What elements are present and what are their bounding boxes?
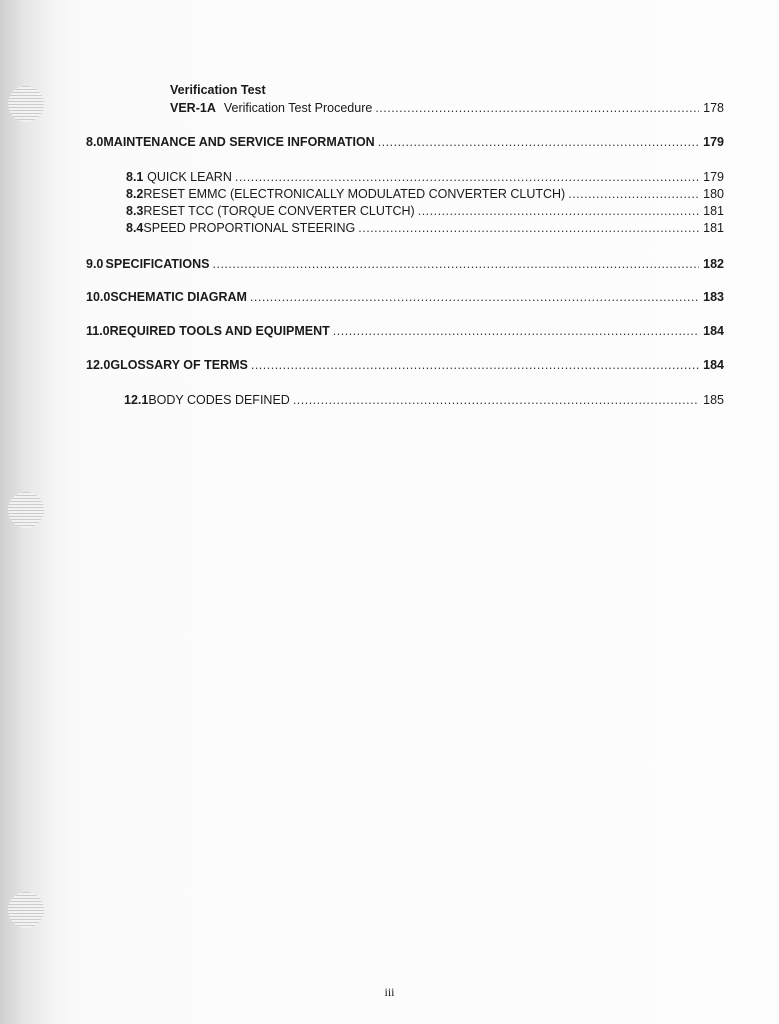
section-heading-verification-test: Verification Test (170, 83, 266, 97)
toc-leader-dots (235, 170, 699, 184)
toc-leader-dots (333, 324, 699, 338)
toc-entry-8-4[interactable] (126, 221, 724, 235)
toc-entry-ver-1a[interactable] (170, 101, 724, 115)
toc-entry-title: Verification Test Procedure (223, 101, 373, 115)
toc-leader-dots (251, 358, 699, 372)
toc-entry-page: 184 (703, 324, 724, 338)
toc-entry-page: 181 (703, 204, 724, 218)
toc-entry-number: 10.0 (86, 290, 111, 304)
toc-entry-number: VER-1A (170, 101, 216, 115)
toc-leader-dots (378, 135, 699, 149)
toc-entry-page: 180 (703, 187, 724, 201)
toc-entry-number: 12.1 (124, 393, 149, 407)
page-number: iii (384, 985, 395, 999)
toc-entry-page: 185 (703, 393, 724, 407)
toc-entry-title: SPECIFICATIONS (105, 257, 210, 271)
toc-entry-8-1[interactable] (126, 170, 724, 184)
toc-entry-title: RESET TCC (TORQUE CONVERTER CLUTCH) (143, 204, 415, 218)
toc-leader-dots (250, 290, 699, 304)
toc-entry-12-0[interactable] (86, 358, 724, 372)
toc-entry-page: 183 (703, 290, 724, 304)
toc-entry-8-3[interactable] (126, 204, 724, 218)
toc-entry-number: 8.1 (126, 170, 144, 184)
binder-hole-bottom (8, 892, 44, 928)
toc-entry-8-2[interactable] (126, 187, 724, 201)
toc-entry-title: GLOSSARY OF TERMS (110, 358, 248, 372)
toc-entry-8-0[interactable] (86, 135, 724, 149)
toc-entry-title: SCHEMATIC DIAGRAM (110, 290, 247, 304)
toc-entry-number: 8.4 (126, 221, 144, 235)
toc-entry-page: 178 (703, 101, 724, 115)
toc-entry-number: 9.0 (86, 257, 104, 271)
binder-hole-top (8, 86, 44, 122)
toc-entry-title: REQUIRED TOOLS AND EQUIPMENT (109, 324, 330, 338)
binder-hole-middle (8, 492, 44, 528)
toc-entry-title: RESET EMMC (ELECTRONICALLY MODULATED CONVERTER CLUTCH) (143, 187, 566, 201)
toc-entry-page: 182 (703, 257, 724, 271)
toc-entry-number: 8.2 (126, 187, 144, 201)
toc-leader-dots (358, 221, 699, 235)
toc-entry-9-0[interactable] (86, 257, 724, 271)
toc-entry-number: 8.3 (126, 204, 144, 218)
toc-entry-title: MAINTENANCE AND SERVICE INFORMATION (103, 135, 375, 149)
toc-leader-dots (418, 204, 699, 218)
toc-entry-page: 181 (703, 221, 724, 235)
toc-entry-number: 8.0 (86, 135, 104, 149)
toc-entry-12-1[interactable] (124, 393, 724, 407)
toc-leader-dots (375, 101, 699, 115)
toc-entry-title: QUICK LEARN (147, 170, 232, 184)
toc-entry-number: 11.0 (86, 324, 110, 338)
toc-entry-page: 184 (703, 358, 724, 372)
toc-leader-dots (293, 393, 699, 407)
toc-entry-title: SPEED PROPORTIONAL STEERING (143, 221, 356, 235)
toc-entry-11-0[interactable] (86, 324, 724, 338)
toc-entry-number: 12.0 (86, 358, 111, 372)
toc-entry-page: 179 (703, 170, 724, 184)
toc-entry-page: 179 (703, 135, 724, 149)
toc-leader-dots (213, 257, 700, 271)
toc-entry-10-0[interactable] (86, 290, 724, 304)
toc-leader-dots (568, 187, 699, 201)
toc-entry-title: BODY CODES DEFINED (148, 393, 290, 407)
